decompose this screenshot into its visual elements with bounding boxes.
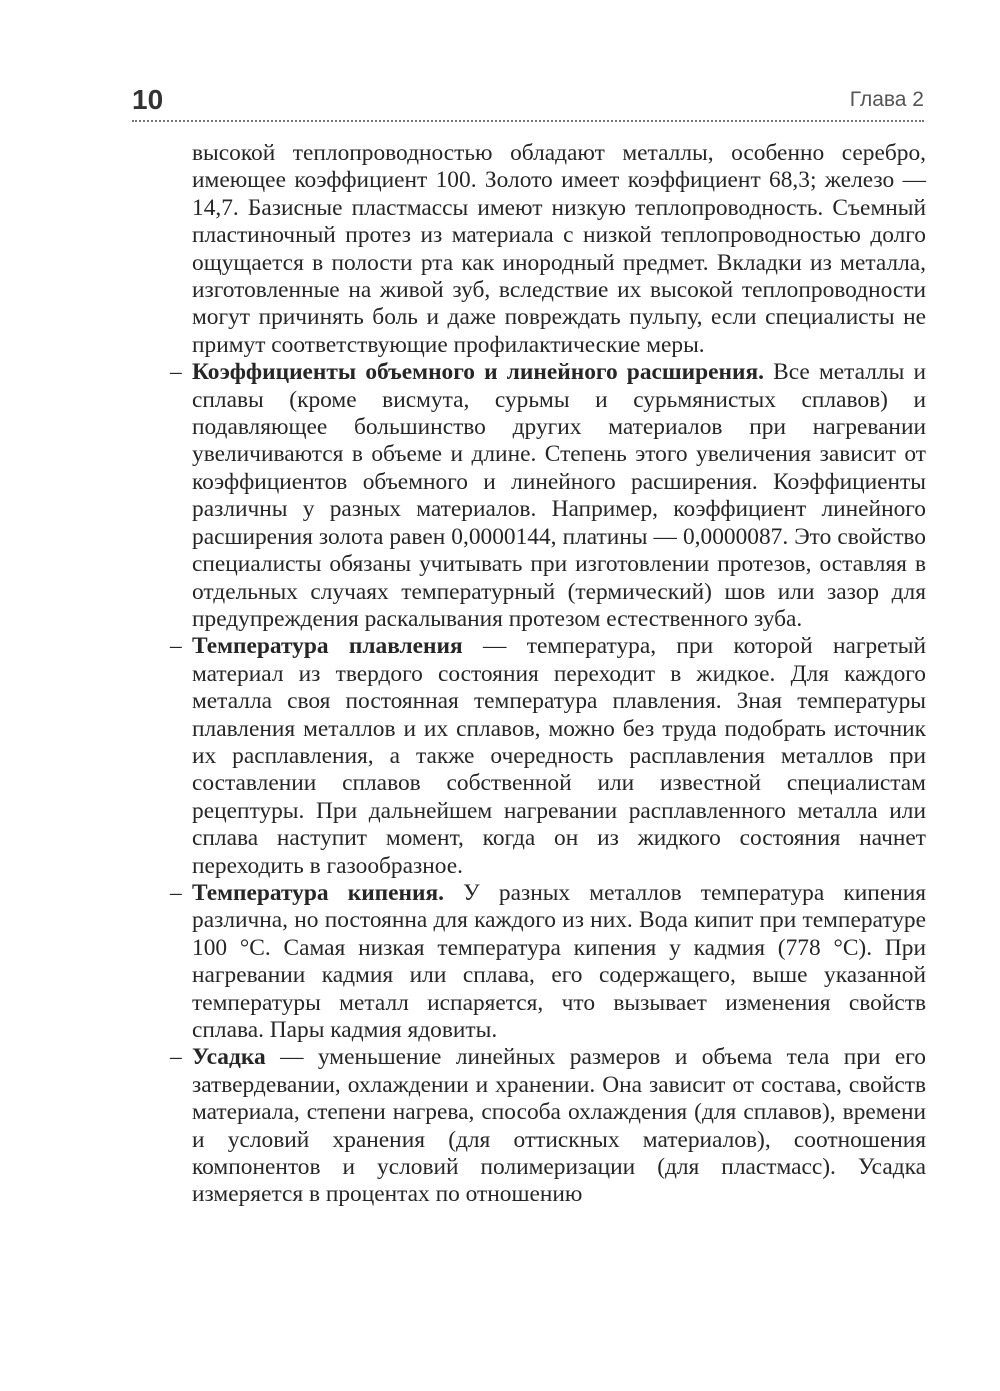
list-item-boiling xyxy=(170,879,926,1044)
intro-paragraph: высокой теплопроводностью обладают металлы, особенно серебро, имеющее коэффициент 100. Золото имеет коэффициент 68,3; железо — 14,7. Базисные пластмассы имеют низкую теплопроводность. Съемный пластиночный протез из материала с низкой теплопроводностью долго ощущается в полости рта как инородный предмет. Вкладки из металла, изготовленные на живой зуб, вследствие их высокой теплопроводности могут причинять боль и даже повреждать пульпу, если специалисты не примут соответствующие профилактические меры. xyxy=(192,140,926,358)
definition-shrinkage: — уменьшение линейных размеров и объема тела при его затвердевании, охлаждении и хранении. Она зависит от состава, свойств материала, степени нагрева, способа охлаждения (для сплавов), времени и условий хранения (для оттискных материалов), соотношения компонентов и условий полимеризации (для пластмасс). Усадка измеряется в процентах по отношению xyxy=(192,1044,926,1208)
definition-expansion: Все металлы и сплавы (кроме висмута, сурьмы и сурьмянистых сплавов) и подавляющее большинство других материалов при нагревании увеличиваются в объеме и длине. Степень этого увеличения зависит от коэффициентов объемного и линейного расширения. Коэффициенты различны у разных материалов. Например, коэффициент линейного расширения золота равен 0,0000144, платины — 0,0000087. Это свойство специалисты обязаны учитывать при изготовлении протезов, оставляя в отдельных случаях температурный (термический) шов или зазор для предупреждения раскалывания протезом естественного зуба. xyxy=(192,359,926,632)
term-boiling: Температура кипения. xyxy=(192,879,444,906)
term-expansion: Коэффициенты объемного и линейного расширения. xyxy=(192,359,764,386)
list-item-expansion xyxy=(170,359,926,633)
list-item-melting xyxy=(170,633,926,880)
term-shrinkage: Усадка xyxy=(192,1044,266,1071)
page-number: 10 xyxy=(132,84,164,115)
dotted-divider xyxy=(132,120,924,122)
list-dash: – xyxy=(170,879,182,906)
definition-boiling: У разных металлов температура кипения различна, но постоянна для каждого из них. Вода кипит при температуре 100 °С. Самая низкая температура кипения у кадмия (778 °С). При нагревании кадмия или сплава, его содержащего, выше указанной температуры металл испаряется, что вызывает изменения свойств сплава. Пары кадмия ядовиты. xyxy=(192,879,926,1043)
chapter-label: Глава 2 xyxy=(849,88,924,111)
term-melting: Температура плавления xyxy=(192,633,463,660)
body-text xyxy=(170,140,926,1209)
list-item-shrinkage xyxy=(170,1044,926,1208)
list-dash: – xyxy=(170,1044,182,1071)
list-dash: – xyxy=(170,359,182,386)
list-dash: – xyxy=(170,633,182,660)
definition-melting: — температура, при которой нагретый материал из твердого состояния переходит в жидкое. Для каждого металла своя постоянная температура плавления. Зная температуры плавления металлов и их сплавов, можно без труда подобрать источник их расплавления, а также очередность расплавления металлов при составлении сплавов собственной или известной специалистам рецептуры. При дальнейшем нагревании расплавленного металла или сплава наступит момент, когда он из жидкого состояния начнет переходить в газообразное. xyxy=(192,633,926,879)
running-header xyxy=(132,84,924,124)
